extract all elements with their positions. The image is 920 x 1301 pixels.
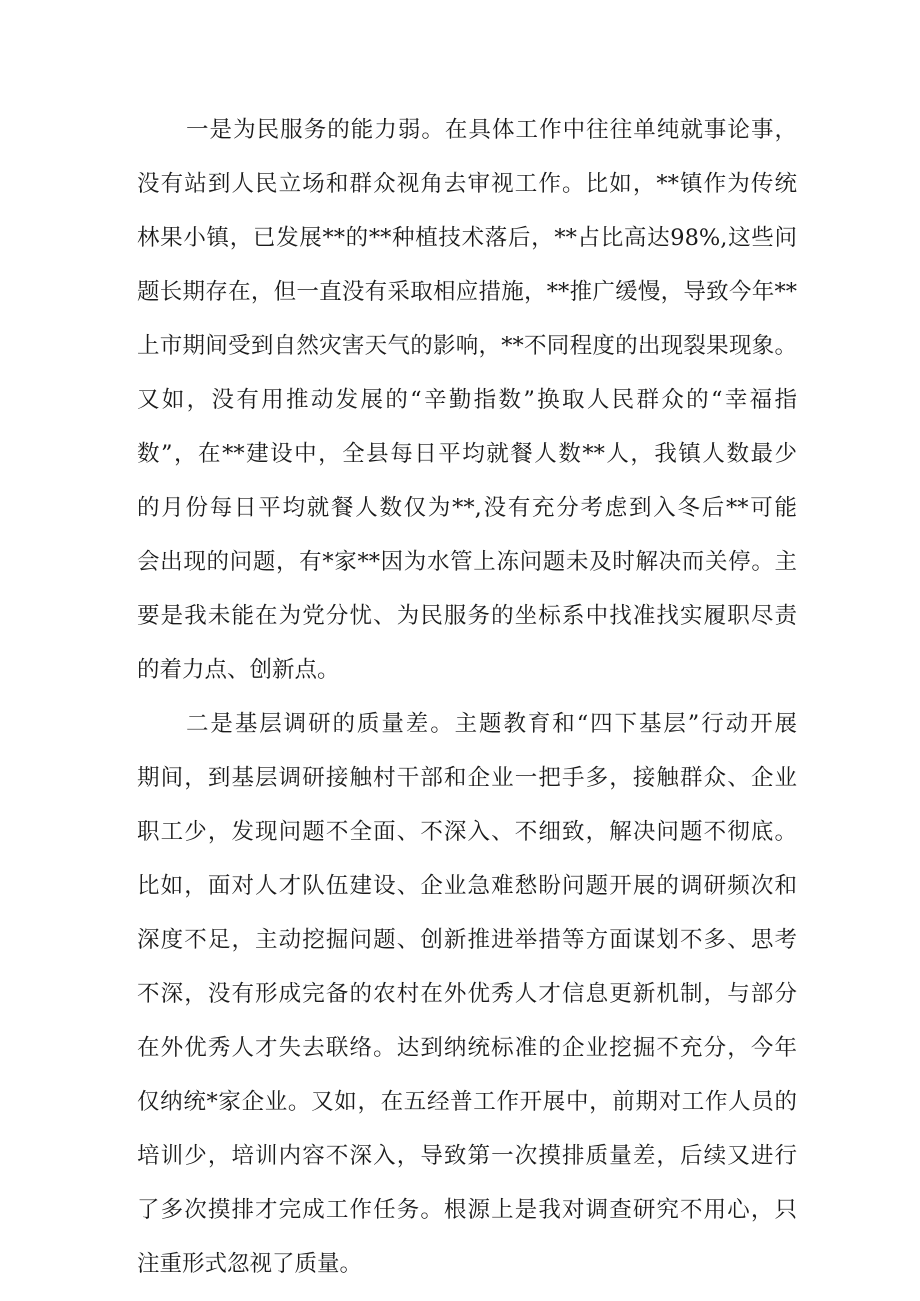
text-line: 在外优秀人才失去联络。达到纳统标准的企业挖掘不充分，今年 (137, 1035, 797, 1061)
text-line: 二是基层调研的质量差。主题教育和“四下基层”行动开展 (186, 711, 797, 737)
text-line: 一是为民服务的能力弱。在具体工作中往往单纯就事论事， (186, 117, 797, 143)
text-line: 不深，没有形成完备的农村在外优秀人才信息更新机制，与部分 (137, 981, 797, 1007)
text-line: 注重形式忽视了质量。 (137, 1251, 363, 1277)
text-line: 了多次摸排才完成工作任务。根源上是我对调查研究不用心，只 (137, 1197, 797, 1223)
text-line: 培训少，培训内容不深入，导致第一次摸排质量差，后续又进行 (137, 1143, 797, 1169)
text-line: 的着力点、创新点。 (137, 657, 340, 683)
text-line: 职工少，发现问题不全面、不深入、不细致，解决问题不彻底。 (137, 819, 797, 845)
text-line: 比如，面对人才队伍建设、企业急难愁盼问题开展的调研频次和 (137, 873, 797, 899)
text-line: 又如，没有用推动发展的“辛勤指数”换取人民群众的“幸福指 (137, 387, 797, 413)
text-line: 深度不足，主动挖掘问题、创新推进举措等方面谋划不多、思考 (137, 927, 797, 953)
text-line: 仅纳统*家企业。又如，在五经普工作开展中，前期对工作人员的 (137, 1089, 797, 1115)
text-line: 的月份每日平均就餐人数仅为**,没有充分考虑到入冬后**可能 (137, 495, 797, 521)
text-line: 会出现的问题，有*家**因为水管上冻问题未及时解决而关停。主 (137, 549, 797, 575)
text-line: 林果小镇，已发展**的**种植技术落后，**占比高达98%,这些问 (137, 225, 797, 251)
text-line: 题长期存在，但一直没有采取相应措施，**推广缓慢，导致今年** (137, 279, 797, 305)
text-line: 数”，在**建设中，全县每日平均就餐人数**人，我镇人数最少 (137, 441, 797, 467)
text-line: 没有站到人民立场和群众视角去审视工作。比如，**镇作为传统 (137, 171, 797, 197)
text-line: 期间，到基层调研接触村干部和企业一把手多，接触群众、企业 (137, 765, 797, 791)
text-line: 要是我未能在为党分忧、为民服务的坐标系中找准找实履职尽责 (137, 603, 797, 629)
text-line: 上市期间受到自然灾害天气的影响，**不同程度的出现裂果现象。 (137, 333, 797, 359)
